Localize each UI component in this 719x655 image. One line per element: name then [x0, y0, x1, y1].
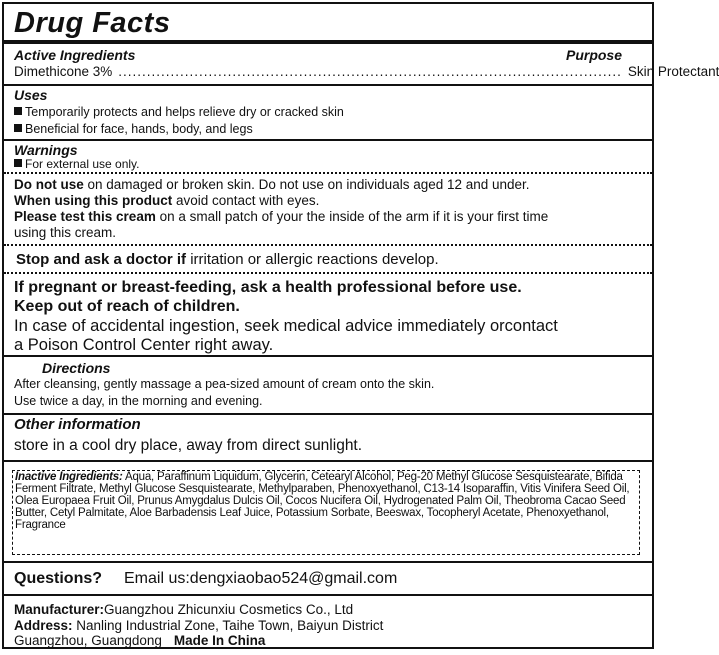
when-using-line: When using this product avoid contact with eyes.	[14, 193, 320, 208]
manufacturer-section	[4, 596, 652, 647]
directions-section	[4, 357, 652, 415]
page-title: Drug Facts	[14, 7, 171, 39]
stop-use-line: Stop and ask a doctor if irritation or allergic reactions develop.	[16, 251, 439, 268]
made-in-label: Made In China	[173, 633, 266, 648]
inactive-ingredients-box	[12, 470, 640, 555]
questions-label: Questions?	[14, 570, 103, 587]
bullet-square-icon	[14, 159, 22, 167]
pregnancy-warning: If pregnant or breast-feeding, ask a health professional before use.	[14, 279, 522, 296]
do-not-use-line: Do not use on damaged or broken skin. Do not use on individuals aged 12 and under.	[14, 177, 530, 192]
warnings-section	[4, 141, 652, 174]
uses-item: Beneficial for face, hands, body, and legs	[14, 122, 253, 136]
active-ingredient-purpose: Skin Protectant	[627, 64, 719, 79]
uses-heading: Uses	[14, 87, 48, 103]
leader-dots: ..........................................................................................................	[118, 64, 622, 79]
other-information-section	[4, 415, 652, 462]
active-ingredient-name: Dimethicone 3%	[14, 64, 113, 79]
ingestion-line-1: In case of accidental ingestion, seek medical advice immediately orcontact	[14, 317, 558, 335]
manufacturer-line: Manufacturer:Guangzhou Zhicunxiu Cosmetics Co., Ltd	[14, 602, 354, 617]
active-ingredients-section	[4, 44, 719, 86]
uses-item: Temporarily protects and helps relieve dry or cracked skin	[14, 105, 344, 119]
inactive-ingredients-section	[4, 462, 652, 563]
patch-test-line-2: using this cream.	[14, 225, 117, 240]
warnings-heading: Warnings	[14, 142, 78, 158]
address-line: Address: Nanling Industrial Zone, Taihe Town, Baiyun District	[14, 618, 384, 633]
uses-section	[4, 86, 652, 141]
drug-facts-panel	[2, 2, 719, 649]
do-not-use-section	[4, 174, 652, 246]
questions-email: Email us:dengxiaobao524@gmail.com	[124, 570, 398, 587]
directions-heading: Directions	[42, 360, 111, 376]
keep-out-of-reach: Keep out of reach of children.	[14, 298, 240, 315]
active-ingredients-heading: Active Ingredients	[14, 47, 136, 63]
bullet-square-icon	[14, 124, 22, 132]
purpose-heading: Purpose	[565, 47, 622, 63]
active-ingredient-row	[14, 64, 719, 79]
inactive-ingredients-list: Aqua, Paraffinum Liquidum, Glycerin, Cetearyl Alcohol, Peg-20 Methyl Glucose Sesquistearate, Bifida Ferment Filtrate, Methyl Glucose Sesquistearate, Methylparaben, Phenoxyethanol, C13-14 Isoparaffin, Vitis Vinifera Seed Oil, Olea Europaea Fruit Oil, Prunus Amygdalus Dulcis Oil, Cocos Nucifera Oil, Hydrogenated Palm Oil, Theobroma Cacao Seed Butter, Cetyl Palmitate, Aloe Barbadensis Leaf Juice, Potassium Sorbate, Beeswax, Tocopheryl Acetate, Phenoxyethanol, Fragrance	[15, 471, 630, 531]
other-information-heading: Other information	[14, 416, 141, 433]
inactive-ingredients-label: Inactive Ingredients:	[15, 471, 123, 483]
directions-line-2: Use twice a day, in the morning and evening.	[14, 394, 263, 408]
city-line: Guangzhou, Guangdong Made In China	[14, 633, 266, 648]
title-section	[4, 4, 652, 44]
pregnancy-section	[4, 274, 652, 357]
patch-test-line: Please test this cream on a small patch of your the inside of the arm if it is your first time	[14, 209, 549, 224]
directions-line-1: After cleansing, gently massage a pea-sized amount of cream onto the skin.	[14, 377, 435, 391]
bullet-square-icon	[14, 107, 22, 115]
questions-section	[4, 563, 652, 596]
external-use-item: For external use only.	[14, 157, 140, 171]
stop-use-section	[4, 246, 652, 274]
ingestion-line-2: a Poison Control Center right away.	[14, 336, 274, 354]
storage-text: store in a cool dry place, away from direct sunlight.	[14, 437, 363, 454]
